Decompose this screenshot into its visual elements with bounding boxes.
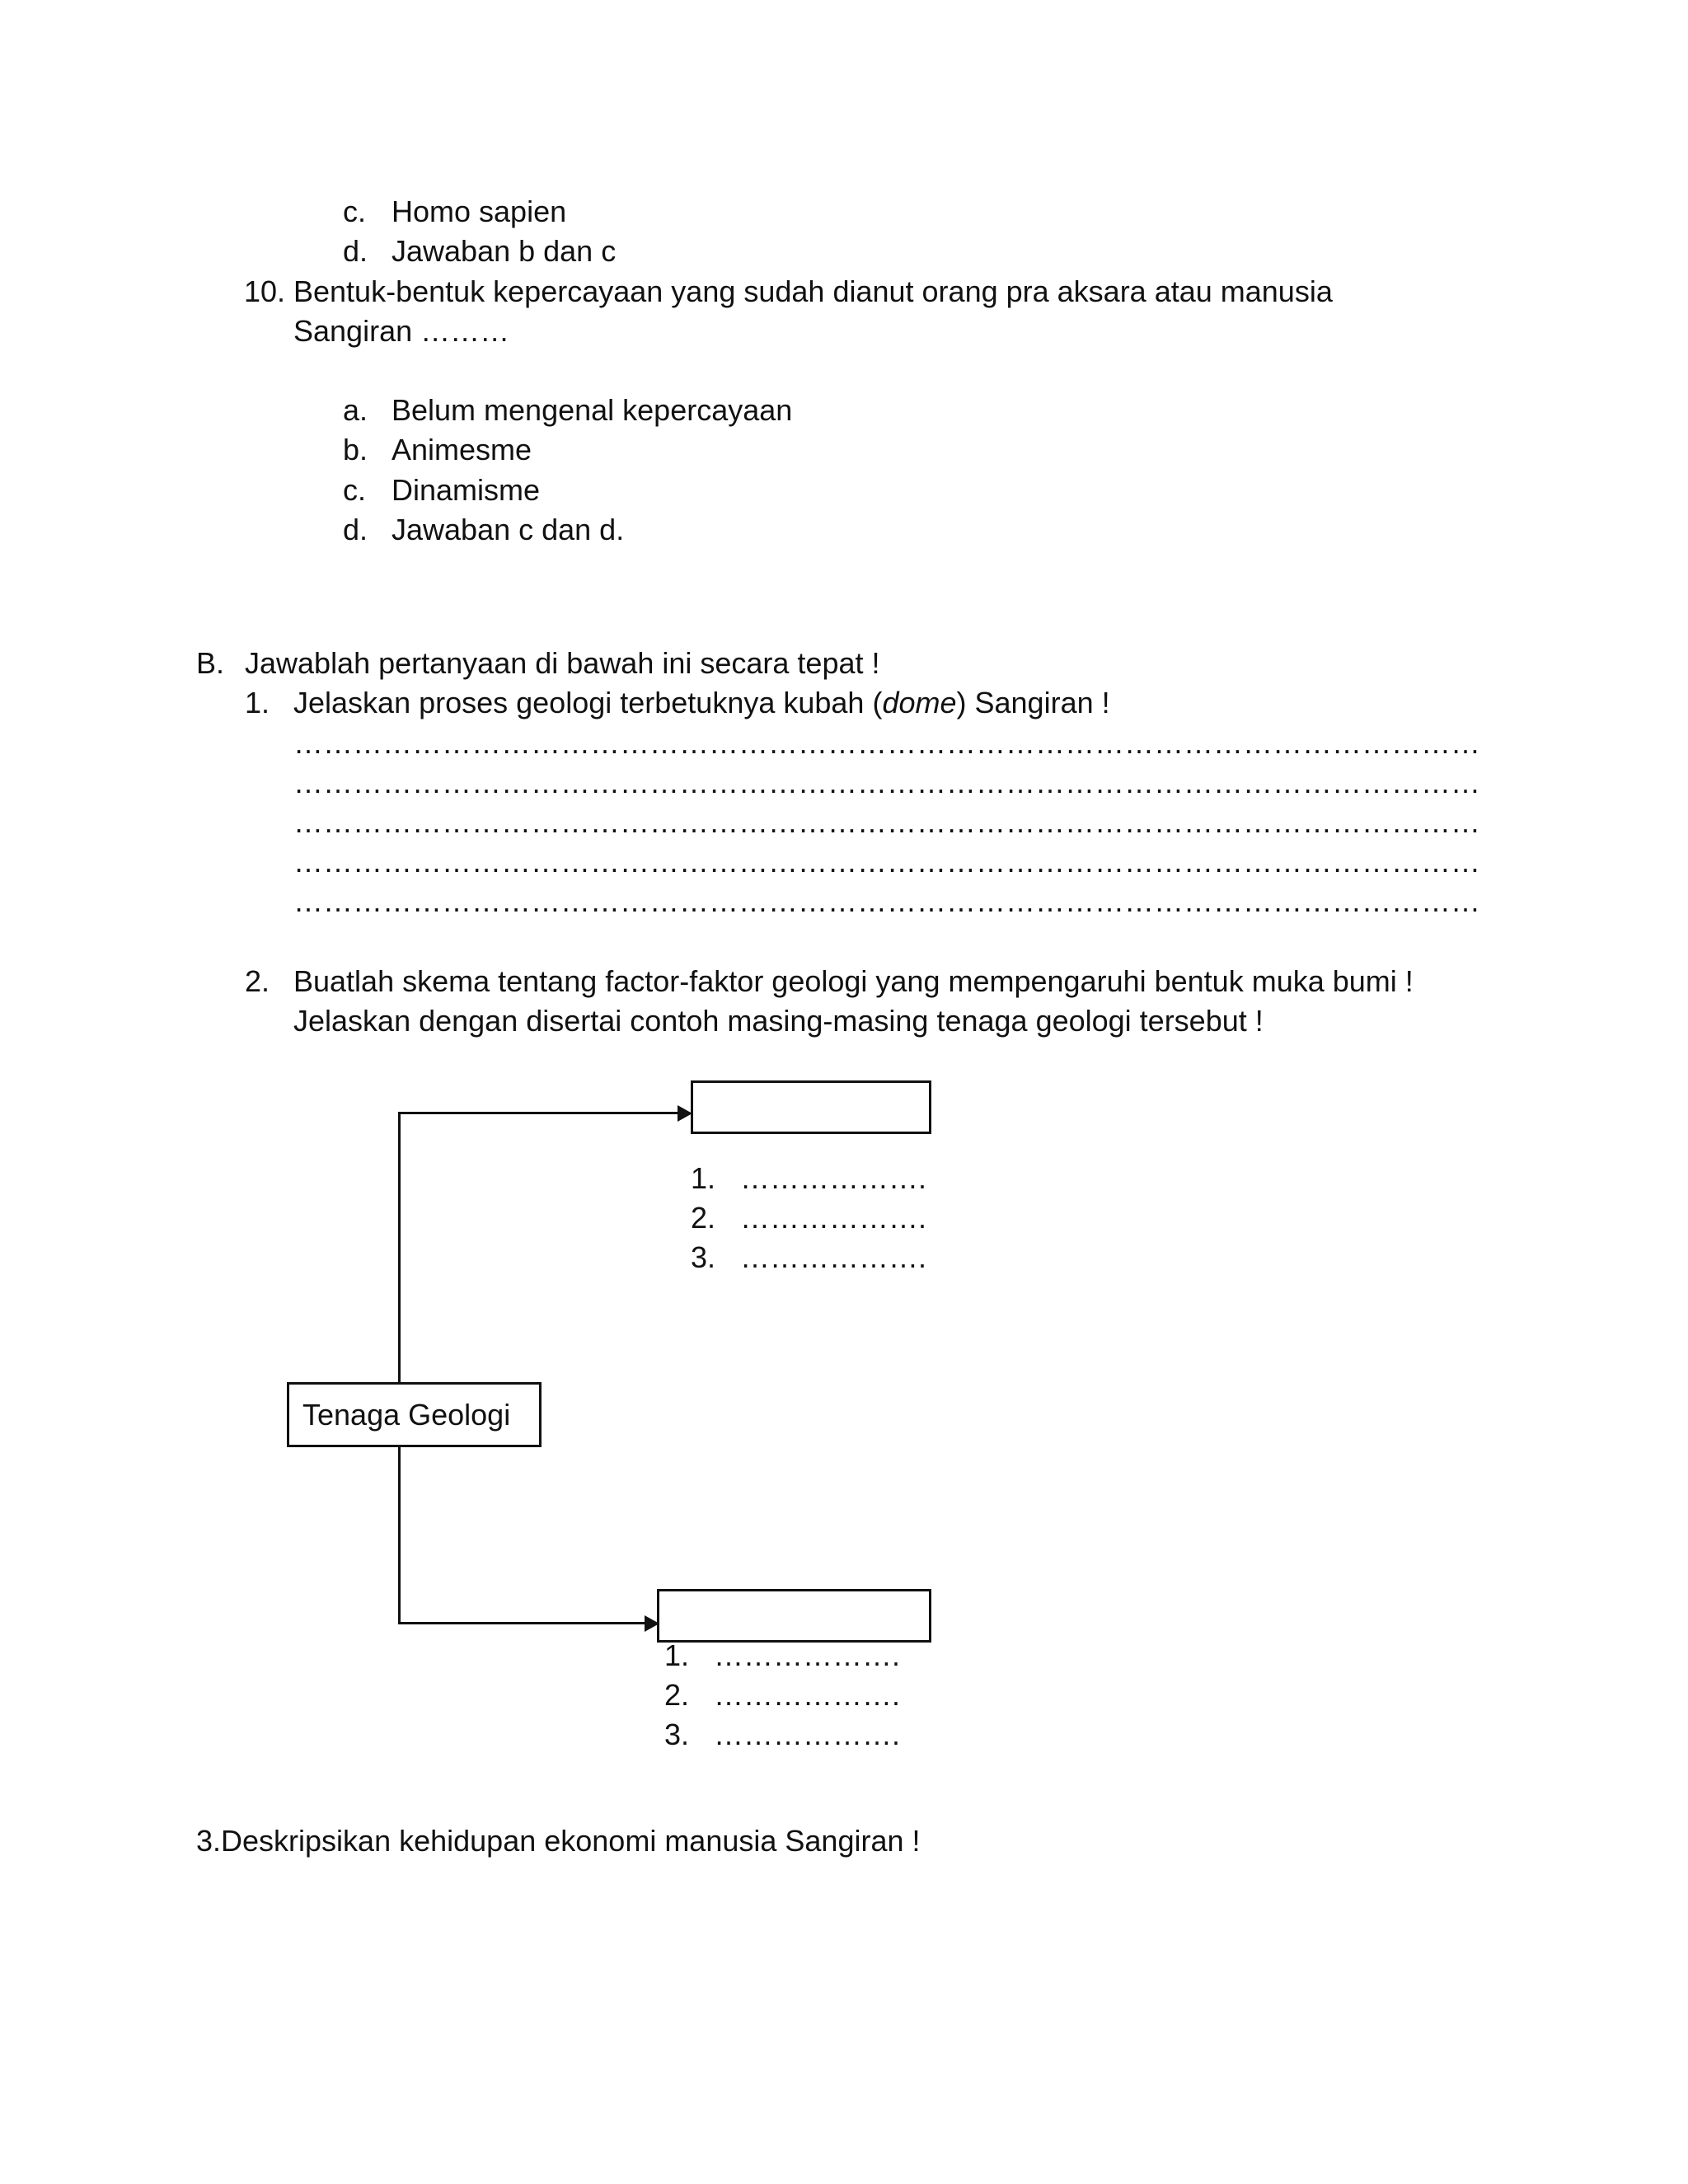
item-blank[interactable]: ………………. — [740, 1240, 927, 1274]
connector-bottom-horizontal — [398, 1622, 645, 1624]
option-text: Homo sapien — [392, 194, 567, 228]
connector-up — [398, 1113, 401, 1382]
section-b-title: Jawablah pertanyaan di bawah ini secara tepat ! — [245, 646, 880, 680]
option-letter: d. — [343, 513, 368, 546]
q10-text-line2: Sangiran ……… — [293, 314, 510, 348]
item-blank[interactable]: ………………. — [714, 1678, 901, 1712]
option-text: Jawaban b dan c — [392, 234, 617, 268]
q10-text-line1: Bentuk-bentuk kepercayaan yang sudah dianut orang pra aksara atau manusia — [293, 274, 1333, 308]
b1-number: 1. — [245, 686, 270, 719]
bottom-category-box[interactable] — [657, 1589, 931, 1643]
section-b-letter: B. — [196, 646, 225, 680]
item-blank[interactable]: ………………. — [714, 1718, 901, 1751]
b2-text-line1: Buatlah skema tentang factor-faktor geologi yang mempengaruhi bentuk muka bumi ! — [293, 964, 1414, 998]
b1-answer-line[interactable]: ………………………………………………………………………………………………………… — [293, 805, 1480, 839]
item-number: 3. — [691, 1240, 716, 1274]
b1-answer-line[interactable]: ………………………………………………………………………………………………………… — [293, 845, 1480, 879]
item-blank[interactable]: ………………. — [740, 1201, 927, 1235]
option-text: Belum mengenal kepercayaan — [392, 393, 793, 427]
b1-text-italic: dome — [882, 686, 957, 719]
b3-question: 3.Deskripsikan kehidupan ekonomi manusia Sangiran ! — [196, 1824, 921, 1858]
q10-number: 10. — [244, 274, 286, 308]
option-letter: c. — [343, 473, 367, 507]
tenaga-geologi-label: Tenaga Geologi — [302, 1398, 511, 1432]
b1-answer-line[interactable]: ………………………………………………………………………………………………………… — [293, 726, 1480, 760]
option-text: Animesme — [392, 433, 532, 466]
option-text: Jawaban c dan d. — [392, 513, 625, 546]
b2-number: 2. — [245, 964, 270, 998]
b1-text-after: ) Sangiran ! — [956, 686, 1110, 719]
item-number: 1. — [691, 1161, 716, 1195]
option-text: Dinamisme — [392, 473, 541, 507]
item-number: 2. — [664, 1678, 690, 1712]
item-blank[interactable]: ………………. — [714, 1638, 901, 1672]
item-number: 1. — [664, 1638, 690, 1672]
b1-answer-line[interactable]: ………………………………………………………………………………………………………… — [293, 766, 1480, 799]
b1-text-before: Jelaskan proses geologi terbetuknya kubah ( — [293, 686, 883, 719]
b1-question — [293, 683, 1110, 723]
b1-answer-line[interactable]: ………………………………………………………………………………………………………… — [293, 884, 1480, 918]
item-number: 3. — [664, 1718, 690, 1751]
connector-down — [398, 1447, 401, 1624]
b2-text-line2: Jelaskan dengan disertai contoh masing-masing tenaga geologi tersebut ! — [293, 1004, 1264, 1038]
item-number: 2. — [691, 1201, 716, 1235]
top-category-box[interactable] — [691, 1080, 931, 1134]
option-letter: a. — [343, 393, 368, 427]
item-blank[interactable]: ………………. — [740, 1161, 927, 1195]
option-letter: b. — [343, 433, 368, 466]
option-letter: c. — [343, 194, 367, 228]
connector-top-horizontal — [398, 1112, 678, 1114]
option-letter: d. — [343, 234, 368, 268]
tenaga-geologi-box — [287, 1382, 542, 1447]
